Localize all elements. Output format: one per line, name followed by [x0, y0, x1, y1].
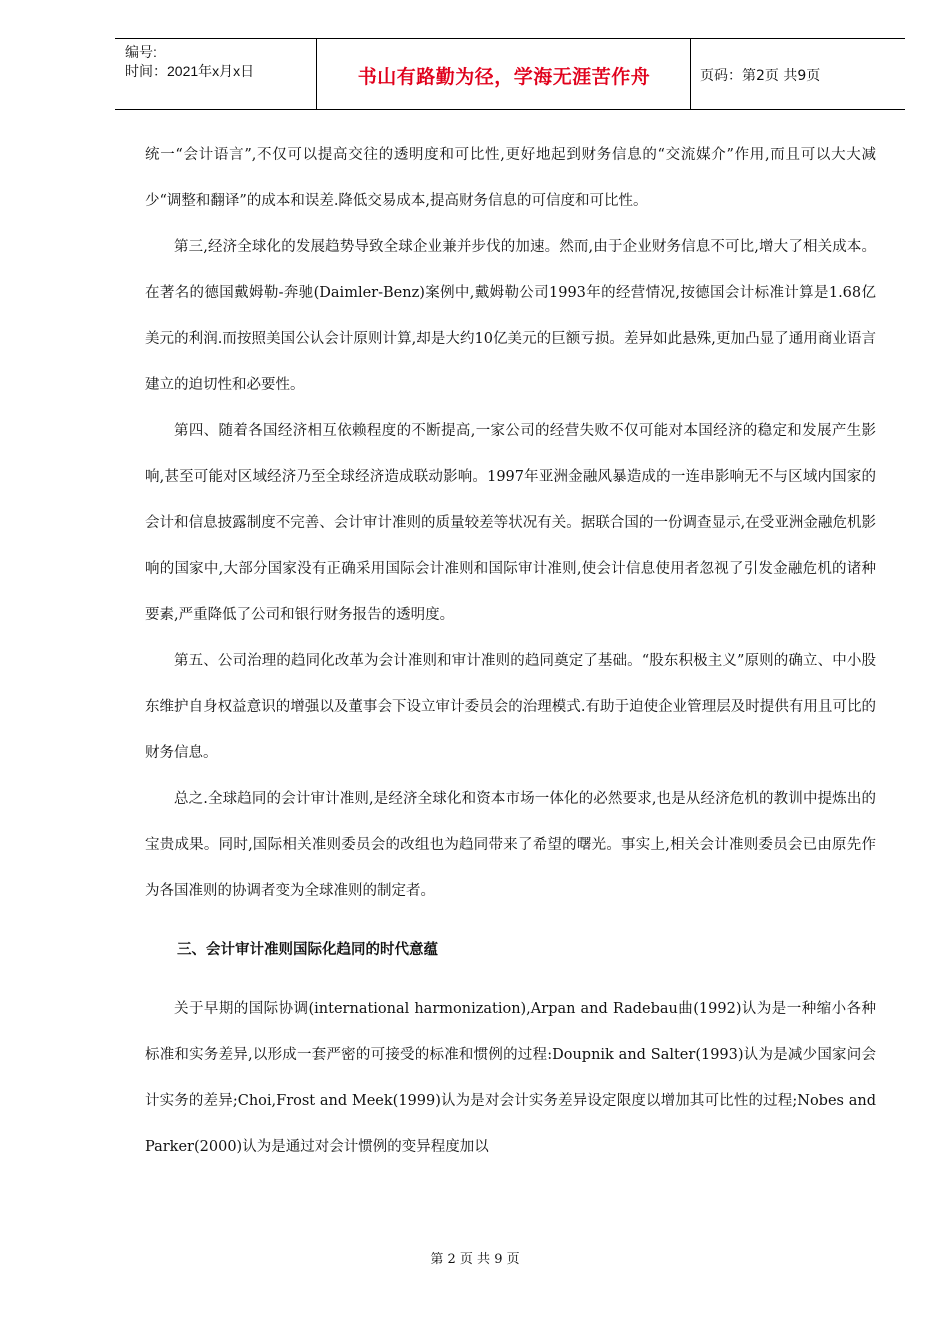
page-header: [115, 38, 905, 110]
header-page-number: 页码：第2页 共9页: [700, 68, 821, 84]
paragraph-4: 第五、公司治理的趋同化改革为会计准则和审计准则的趋同奠定了基础。“股东积极主义”原则的确立、中小股东维护自身权益意识的增强以及董事会下设立审计委员会的治理模式.有助于迫使企业管理层及时提供有用且可比的财务信息。: [145, 653, 876, 761]
number-label: 编号:: [125, 44, 157, 60]
header-meta: [125, 43, 254, 81]
paragraph-2: 第三,经济全球化的发展趋势导致全球企业兼并步伐的加速。然而,由于企业财务信息不可比,增大了相关成本。在著名的德国戴姆勒-奔驰(Daimler-Benz)案例中,戴姆勒公司1993年的经营情况,按德国会计标准计算是1.68亿美元的利润.而按照美国公认会计原则计算,却是大约10亿美元的巨额亏损。差异如此悬殊,更加凸显了通用商业语言建立的迫切性和必要性。: [145, 239, 876, 393]
section-heading: 三、会计审计准则国际化趋同的时代意蕴: [177, 942, 438, 958]
paragraph-6: 关于早期的国际协调(international harmonization),Arpan and Radebau曲(1992)认为是一种缩小各种标准和实务差异,以形成一套严密的可接受的标准和惯例的过程:Doupnik and Salter(1993)认为是减少国家问会计实务的差异;Choi,Frost and Meek(1999)认为是对会计实务差异设定限度以增加其可比性的过程;Nobes and Parker(2000)认为是通过对会计惯例的变异程度加以: [145, 1001, 876, 1155]
header-motto: 书山有路勤为径，学海无涯苦作舟: [357, 66, 651, 88]
paragraph-1: 统一“会计语言”,不仅可以提高交往的透明度和可比性,更好地起到财务信息的“交流媒介”作用,而且可以大大减少“调整和翻译”的成本和误差.降低交易成本,提高财务信息的可信度和可比性。: [145, 147, 876, 209]
document-body: [145, 132, 876, 1170]
page-footer: 第 2 页 共 9 页: [430, 1252, 520, 1267]
paragraph-3: 第四、随着各国经济相互依赖程度的不断提高,一家公司的经营失败不仅可能对本国经济的稳定和发展产生影响,甚至可能对区域经济乃至全球经济造成联动影响。1997年亚洲金融风暴造成的一连串影响无不与区域内国家的会计和信息披露制度不完善、会计审计准则的质量较差等状况有关。据联合国的一份调查显示,在受亚洲金融危机影响的国家中,大部分国家没有正确采用国际会计准则和国际审计准则,使会计信息使用者忽视了引发金融危机的诸种要素,严重降低了公司和银行财务报告的透明度。: [145, 423, 876, 623]
paragraph-5: 总之.全球趋同的会计审计准则,是经济全球化和资本市场一体化的必然要求,也是从经济危机的教训中提炼出的宝贵成果。同时,国际相关准则委员会的改组也为趋同带来了希望的曙光。事实上,相关会计准则委员会已由原先作为各国准则的协调者变为全球准则的制定者。: [145, 791, 876, 899]
header-divider-right: [690, 39, 691, 109]
time-label: 时间：2021年x月x日: [125, 63, 255, 79]
